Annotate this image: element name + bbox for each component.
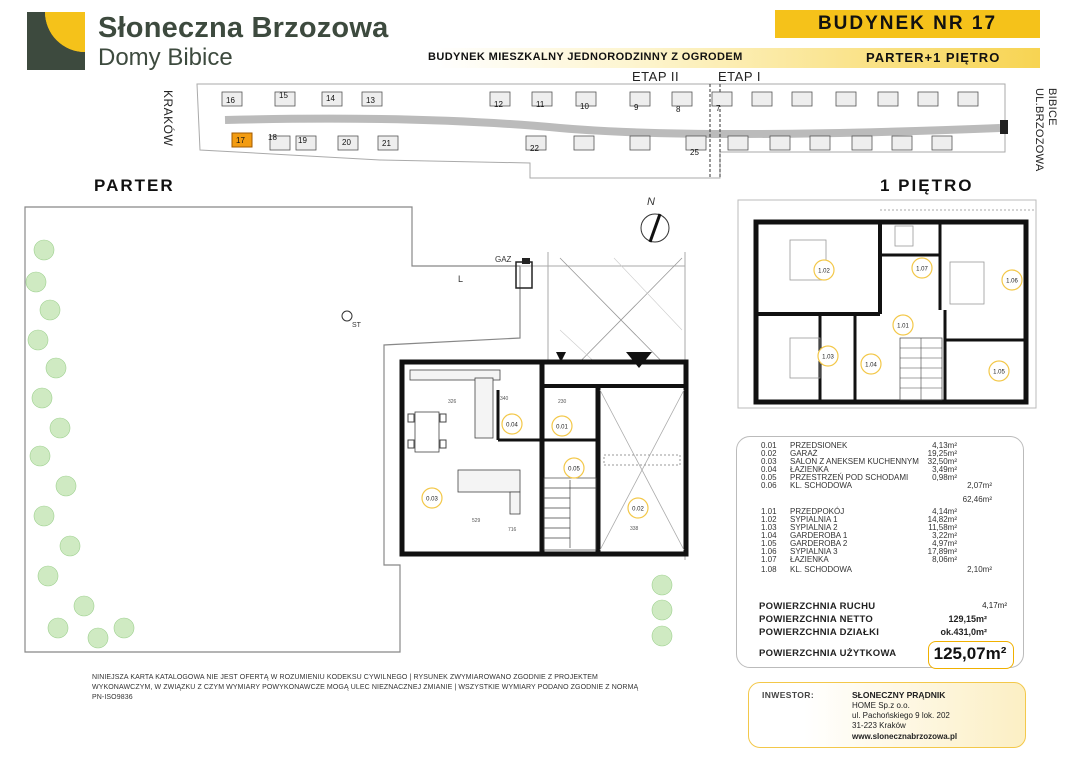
tree-icon <box>38 566 58 586</box>
disclaimer: NINIEJSZA KARTA KATALOGOWA NIE JEST OFERTĄ W ROZUMIENIU KODEKSU CYWILNEGO | RYSUNEK ZWYMIAROWANO ZGODNIE Z PROJEKTEM WYKONAWCZYM, W ZWIĄZKU Z CZYM WYMIARY POWYKONAWCZE MOGĄ ULEC NIEZNACZNEJ ZMIANIE | WSZYSTKIE WYMIARY PODANO ZGODNIE Z NORMĄ PN-ISO9836 <box>92 674 639 701</box>
plot-number: 17 <box>236 136 245 145</box>
tree-icon <box>50 418 70 438</box>
tree-icon <box>34 240 54 260</box>
tree-icon <box>48 618 68 638</box>
direction-krakow: KRAKÓW <box>161 90 175 147</box>
site-plot <box>958 92 978 106</box>
upper-floor-title: 1 PIĘTRO <box>880 176 974 195</box>
plot-number: 9 <box>634 103 639 112</box>
site-plot <box>932 136 952 150</box>
room-area: 3,22m² <box>932 531 957 540</box>
plot-number: 7 <box>716 104 721 113</box>
investor-label: INWESTOR: <box>762 690 815 700</box>
direction-bibice: BIBICE UL.BRZOZOWA <box>1033 88 1058 172</box>
room-area: 4,14m² <box>932 507 957 516</box>
gas-label: GAZ <box>495 255 512 264</box>
plot-area-value: ok.431,0m² <box>940 627 987 637</box>
room-code: 0.05 <box>761 473 777 482</box>
room-code: 0.03 <box>761 457 777 466</box>
site-plot <box>728 136 748 150</box>
room-area: 14,82m² <box>927 515 957 524</box>
room-area: 4,97m² <box>932 539 957 548</box>
room-code: 1.03 <box>761 523 777 532</box>
plot-number: 13 <box>366 96 375 105</box>
building-title: BUDYNEK NR 17 <box>817 13 998 34</box>
room-name: SYPIALNIA 3 <box>790 547 838 556</box>
room-area: 62,46m² <box>962 495 992 504</box>
room-code: 0.02 <box>761 449 777 458</box>
plot-number: 14 <box>326 94 335 103</box>
room-number: 0.04 <box>506 422 518 429</box>
site-plot <box>792 92 812 106</box>
room-number: 0.03 <box>426 496 438 503</box>
room-code: 1.02 <box>761 515 777 524</box>
dimension-label: 716 <box>508 527 517 533</box>
plot-area-label: POWIERZCHNIA DZIAŁKI <box>759 627 880 638</box>
dimension-label: 338 <box>630 526 639 532</box>
investor-name: SŁONECZNY PRĄDNIK <box>852 690 946 700</box>
ground-floor-plan <box>25 207 686 652</box>
plot-number: 15 <box>279 91 288 100</box>
tree-icon <box>74 596 94 616</box>
circulation-area-value: 4,17m² <box>982 601 1007 610</box>
building-subtitle: BUDYNEK MIESZKALNY JEDNORODZINNY Z OGRODEM <box>428 51 743 63</box>
room-code: 1.01 <box>761 507 777 516</box>
site-plot <box>892 136 912 150</box>
stage-2-label: ETAP II <box>632 69 680 84</box>
investor-city: 31-223 Kraków <box>852 721 906 730</box>
plot-number: 21 <box>382 139 391 148</box>
room-number: 1.06 <box>1006 278 1018 285</box>
site-plot <box>630 136 650 150</box>
tree-icon <box>40 300 60 320</box>
room-number: 1.03 <box>822 354 834 361</box>
room-name: KL. SCHODOWA <box>790 481 852 490</box>
room-area: 2,07m² <box>967 481 992 490</box>
room-code: 1.05 <box>761 539 777 548</box>
rooms-table <box>736 436 1024 668</box>
dimension-label: 529 <box>472 518 481 524</box>
site-map <box>197 84 1008 178</box>
site-plot <box>836 92 856 106</box>
room-area: 11,58m² <box>928 523 957 532</box>
room-code: 1.08 <box>761 565 777 574</box>
room-code: 1.07 <box>761 555 777 564</box>
tree-icon <box>652 575 672 595</box>
room-name: KL. SCHODOWA <box>790 565 852 574</box>
tree-icon <box>32 388 52 408</box>
plot-number: 20 <box>342 138 351 147</box>
room-number: 1.02 <box>818 268 830 275</box>
site-plot <box>770 136 790 150</box>
plot-number: 16 <box>226 96 235 105</box>
room-area: 17,89m² <box>927 547 957 556</box>
plot-number: 25 <box>690 148 699 157</box>
room-code: 0.06 <box>761 481 777 490</box>
plot-number: 22 <box>530 144 539 153</box>
room-number: 1.04 <box>865 362 877 369</box>
room-code: 0.04 <box>761 465 777 474</box>
plot-number: 18 <box>268 133 277 142</box>
site-plot <box>810 136 830 150</box>
dimension-label: 326 <box>448 399 457 405</box>
plot-number: 12 <box>494 100 503 109</box>
room-name: GARDEROBA 1 <box>790 531 848 540</box>
dimension-label: 230 <box>558 399 567 405</box>
floors-label: PARTER+1 PIĘTRO <box>866 50 1001 65</box>
tree-icon <box>652 600 672 620</box>
room-number: 1.01 <box>897 323 909 330</box>
net-area-label: POWIERZCHNIA NETTO <box>759 614 874 625</box>
room-name: GARAŻ <box>790 449 818 458</box>
site-plot <box>630 92 650 106</box>
room-area: 4,13m² <box>932 441 957 450</box>
tree-icon <box>46 358 66 378</box>
site-plot <box>918 92 938 106</box>
room-area: 19,25m² <box>927 449 957 458</box>
circulation-area-label: POWIERZCHNIA RUCHU <box>759 601 876 612</box>
site-plot <box>712 92 732 106</box>
room-number: 0.02 <box>632 506 644 513</box>
tree-icon <box>56 476 76 496</box>
site-plot <box>852 136 872 150</box>
net-area-value: 129,15m² <box>948 614 987 624</box>
dimension-label: 340 <box>500 396 509 402</box>
usable-area-value: 125,07m² <box>933 644 1007 663</box>
tree-icon <box>34 506 54 526</box>
st-label: ST <box>352 322 361 329</box>
tree-icon <box>88 628 108 648</box>
room-number: 1.07 <box>916 266 928 273</box>
room-name: PRZESTRZEŃ POD SCHODAMI <box>790 473 909 482</box>
plot-number: 8 <box>676 105 681 114</box>
l-label: L <box>458 274 464 284</box>
investor-company: HOME Sp.z o.o. <box>852 701 910 710</box>
room-code: 1.06 <box>761 547 777 556</box>
room-code: 0.01 <box>761 441 777 450</box>
usable-area-label: POWIERZCHNIA UŻYTKOWA <box>759 648 897 659</box>
site-plot <box>878 92 898 106</box>
plot-number: 11 <box>536 100 545 109</box>
brand-subname: Domy Bibice <box>98 44 233 71</box>
site-plot <box>574 136 594 150</box>
room-code: 1.04 <box>761 531 777 540</box>
tree-icon <box>652 626 672 646</box>
investor-website[interactable]: www.slonecznabrzozowa.pl <box>852 732 958 741</box>
plot-number: 10 <box>580 102 589 111</box>
room-area: 0,98m² <box>932 473 957 482</box>
brand-name: Słoneczna Brzozowa <box>98 12 389 44</box>
tree-icon <box>60 536 80 556</box>
room-name: SYPIALNIA 2 <box>790 523 838 532</box>
site-plot <box>752 92 772 106</box>
room-name: ŁAZIENKA <box>790 555 829 564</box>
room-name: PRZEDPOKÓJ <box>790 507 845 516</box>
stage-1-label: ETAP I <box>718 69 761 84</box>
tree-icon <box>114 618 134 638</box>
room-name: SYPIALNIA 1 <box>790 515 838 524</box>
room-name: SALON Z ANEKSEM KUCHENNYM <box>790 457 919 466</box>
room-number: 0.05 <box>568 466 580 473</box>
room-area: 2,10m² <box>967 565 992 574</box>
ground-floor-title: PARTER <box>94 176 175 195</box>
plot-number: 19 <box>298 136 307 145</box>
room-area: 3,49m² <box>932 465 957 474</box>
north-label: N <box>647 196 655 208</box>
tree-icon <box>28 330 48 350</box>
room-area: 32,50m² <box>927 457 957 466</box>
room-number: 0.01 <box>556 424 568 431</box>
room-name: ŁAZIENKA <box>790 465 829 474</box>
tree-icon <box>26 272 46 292</box>
room-area: 8,06m² <box>932 555 957 564</box>
room-number: 1.05 <box>993 369 1005 376</box>
investor-street: ul. Pachońskiego 9 lok. 202 <box>852 711 950 720</box>
room-name: PRZEDSIONEK <box>790 441 848 450</box>
tree-icon <box>30 446 50 466</box>
room-name: GARDEROBA 2 <box>790 539 848 548</box>
site-plot <box>672 92 692 106</box>
